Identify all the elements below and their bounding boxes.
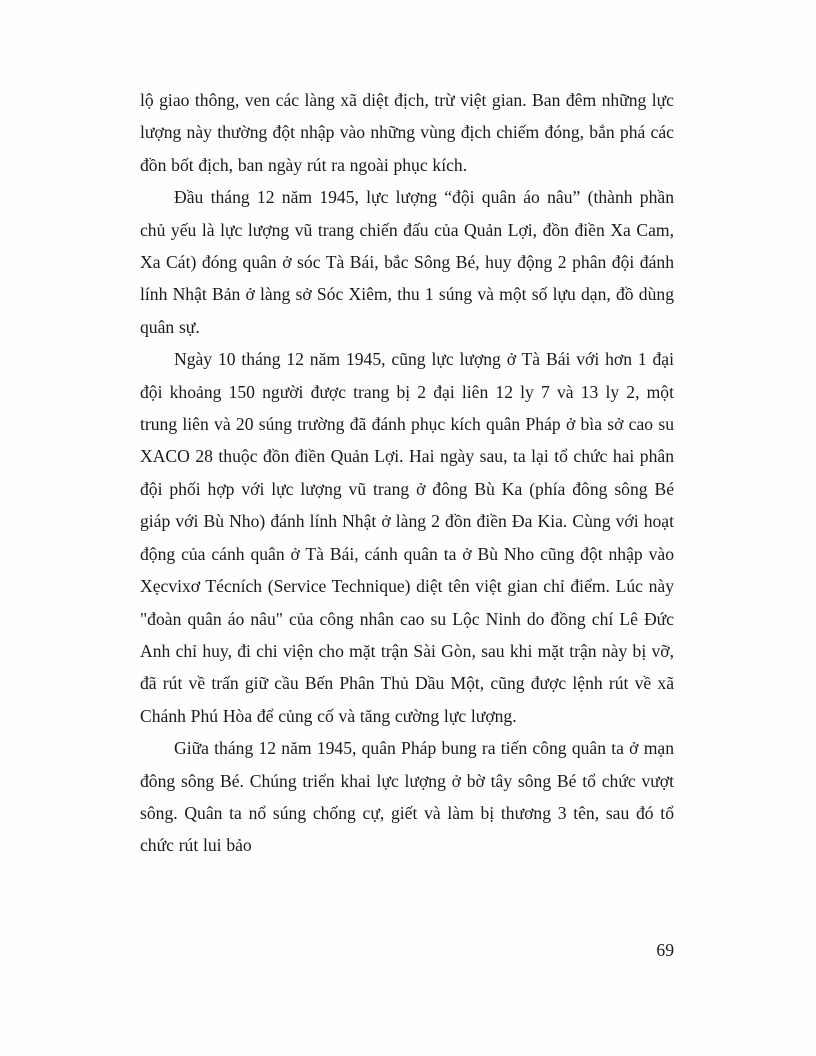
body-text-column bbox=[140, 84, 674, 862]
paragraph: Giữa tháng 12 năm 1945, quân Pháp bung ra tiến công quân ta ở mạn đông sông Bé. Chúng triển khai lực lượng ở bờ tây sông Bé tổ chức vượt sông. Quân ta nổ súng chống cự, giết và làm bị thương 3 tên, sau đó tổ chức rút lui bảo bbox=[140, 738, 674, 856]
paragraph: Đầu tháng 12 năm 1945, lực lượng “đội quân áo nâu” (thành phần chủ yếu là lực lượng vũ trang chiến đấu của Quản Lợi, đồn điền Xa Cam, Xa Cát) đóng quân ở sóc Tà Bái, bắc Sông Bé, huy động 2 phân đội đánh lính Nhật Bản ở làng sở Sóc Xiêm, thu 1 súng và một số lựu dạn, đồ dùng quân sự. bbox=[140, 187, 674, 337]
page-number: 69 bbox=[656, 940, 674, 960]
paragraph: lộ giao thông, ven các làng xã diệt địch, trừ việt gian. Ban đêm những lực lượng này thường đột nhập vào những vùng địch chiếm đóng, bắn phá các đồn bốt địch, ban ngày rút ra ngoài phục kích. bbox=[140, 90, 674, 175]
paragraph: Ngày 10 tháng 12 năm 1945, cũng lực lượng ở Tà Bái với hơn 1 đại đội khoảng 150 người được trang bị 2 đại liên 12 ly 7 và 13 ly 2, một trung liên và 20 súng trường đã đánh phục kích quân Pháp ở bìa sở cao su XACO 28 thuộc đồn điền Quản Lợi. Hai ngày sau, ta lại tổ chức hai phân đội phối hợp với lực lượng vũ trang ở đông Bù Ka (phía đông sông Bé giáp với Bù Nho) đánh lính Nhật ở làng 2 đồn điền Đa Kia. Cùng với hoạt động của cánh quân ở Tà Bái, cánh quân ta ở Bù Nho cũng đột nhập vào Xẹcvixơ Técních (Service Technique) diệt tên việt gian chỉ điểm. Lúc này "đoàn quân áo nâu" của công nhân cao su Lộc Ninh do đồng chí Lê Đức Anh chỉ huy, đi chi viện cho mặt trận Sài Gòn, sau khi mặt trận này bị vỡ, đã rút về trấn giữ cầu Bến Phân Thủ Dầu Một, cũng được lệnh rút về xã Chánh Phú Hòa để củng cố và tăng cường lực lượng. bbox=[140, 349, 674, 726]
